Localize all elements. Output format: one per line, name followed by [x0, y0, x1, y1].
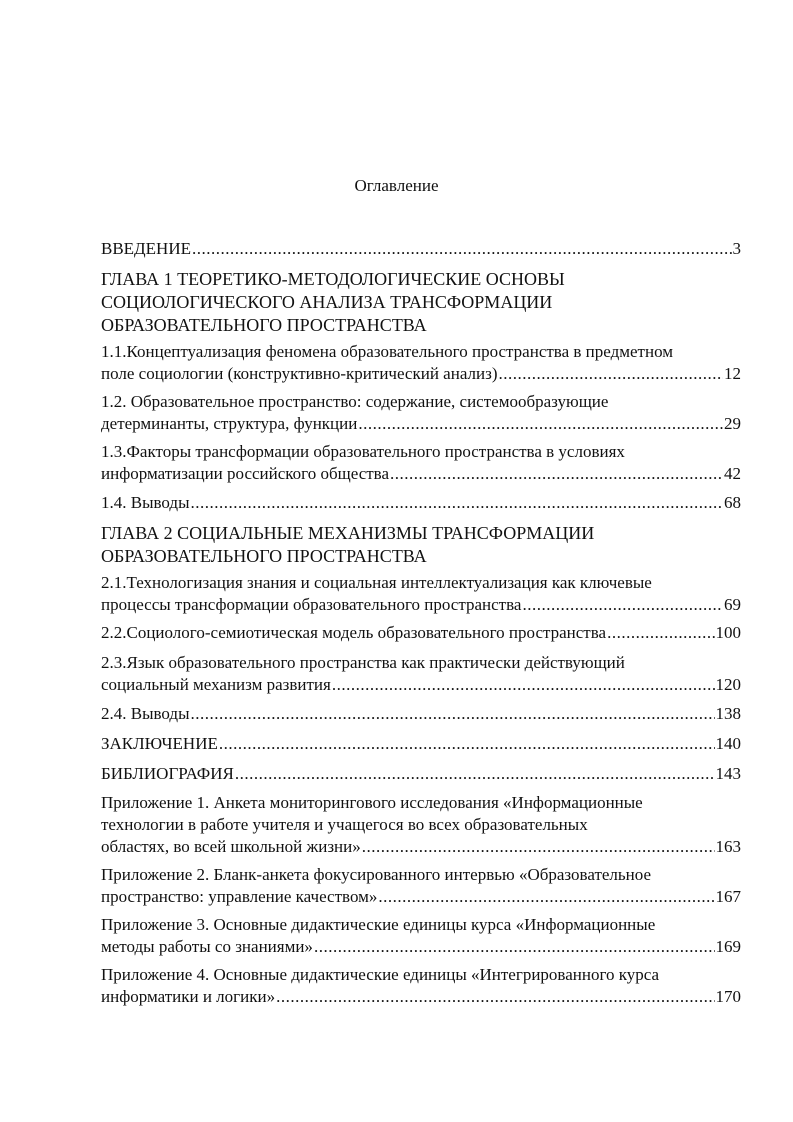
page-number: 29	[724, 414, 741, 433]
toc-section-1-2[interactable]: 1.2. Образовательное пространство: содержание, системообразующие детерминанты, структура, функции ..... 29	[101, 391, 741, 435]
toc-section-1-1[interactable]: 1.1.Концептуализация феномена образовательного пространства в предметном поле социологии (конструктивно-критический анализ) ..... 12	[101, 341, 741, 385]
toc-section-2-2[interactable]: 2.2.Социолого-семиотическая модель образовательного пространства ..... 100	[101, 622, 741, 644]
page-number: 42	[724, 464, 741, 483]
page-number: 120	[715, 675, 741, 694]
toc-chapter-2[interactable]: ГЛАВА 2 СОЦИАЛЬНЫЕ МЕХАНИЗМЫ ТРАНСФОРМАЦИИ ОБРАЗОВАТЕЛЬНОГО ПРОСТРАНСТВА	[101, 523, 595, 566]
toc-appendix-2[interactable]: Приложение 2. Бланк-анкета фокусированного интервью «Образовательное пространство: управление качеством» ..... 167	[101, 864, 741, 908]
toc-entry-conclusion[interactable]: ЗАКЛЮЧЕНИЕ ..... 140	[101, 733, 741, 755]
toc-section-1-4[interactable]: 1.4. Выводы ..... 68	[101, 492, 741, 514]
page-number: 68	[724, 493, 741, 512]
toc-entry-bibliography[interactable]: БИБЛИОГРАФИЯ ..... 143	[101, 763, 741, 785]
toc-chapter-1[interactable]: ГЛАВА 1 ТЕОРЕТИКО-МЕТОДОЛОГИЧЕСКИЕ ОСНОВЫ СОЦИОЛОГИЧЕСКОГО АНАЛИЗА ТРАНСФОРМАЦИИ ОБРАЗОВАТЕЛЬНОГО ПРОСТРАНСТВА	[101, 269, 565, 335]
page-number: 3	[732, 239, 741, 258]
toc-appendix-4[interactable]: Приложение 4. Основные дидактические единицы «Интегрированного курса информатики и логики» ..... 170	[101, 964, 741, 1008]
page-number: 169	[715, 937, 741, 956]
toc-appendix-3[interactable]: Приложение 3. Основные дидактические единицы курса «Информационные методы работы со знаниями» ..... 169	[101, 914, 741, 958]
page-number: 12	[724, 364, 741, 383]
page-number: 140	[715, 734, 741, 753]
toc-section-2-1[interactable]: 2.1.Технологизация знания и социальная интеллектуализация как ключевые процессы трансформации образовательного пространства ..... 69	[101, 572, 741, 616]
page-number: 143	[715, 764, 741, 783]
toc-section-2-3[interactable]: 2.3.Язык образовательного пространства как практически действующий социальный механизм развития ..... 120	[101, 652, 741, 696]
page-number: 170	[715, 987, 741, 1006]
page-number: 138	[715, 704, 741, 723]
page-number: 69	[724, 595, 741, 614]
page-number: 163	[715, 837, 741, 856]
page-number: 167	[715, 887, 741, 906]
toc-entry-intro[interactable]: ВВЕДЕНИЕ ..... 3	[101, 238, 741, 260]
toc-section-1-3[interactable]: 1.3.Факторы трансформации образовательного пространства в условиях информатизации российского общества ..... 42	[101, 441, 741, 485]
toc-appendix-1[interactable]: Приложение 1. Анкета мониторингового исследования «Информационные технологии в работе учителя и учащегося во всех образовательных областях, во всей школьной жизни» ..... 163	[101, 792, 741, 858]
toc-section-2-4[interactable]: 2.4. Выводы ..... 138	[101, 703, 741, 725]
page-title: Оглавление	[354, 176, 439, 195]
page-number: 100	[715, 623, 741, 642]
